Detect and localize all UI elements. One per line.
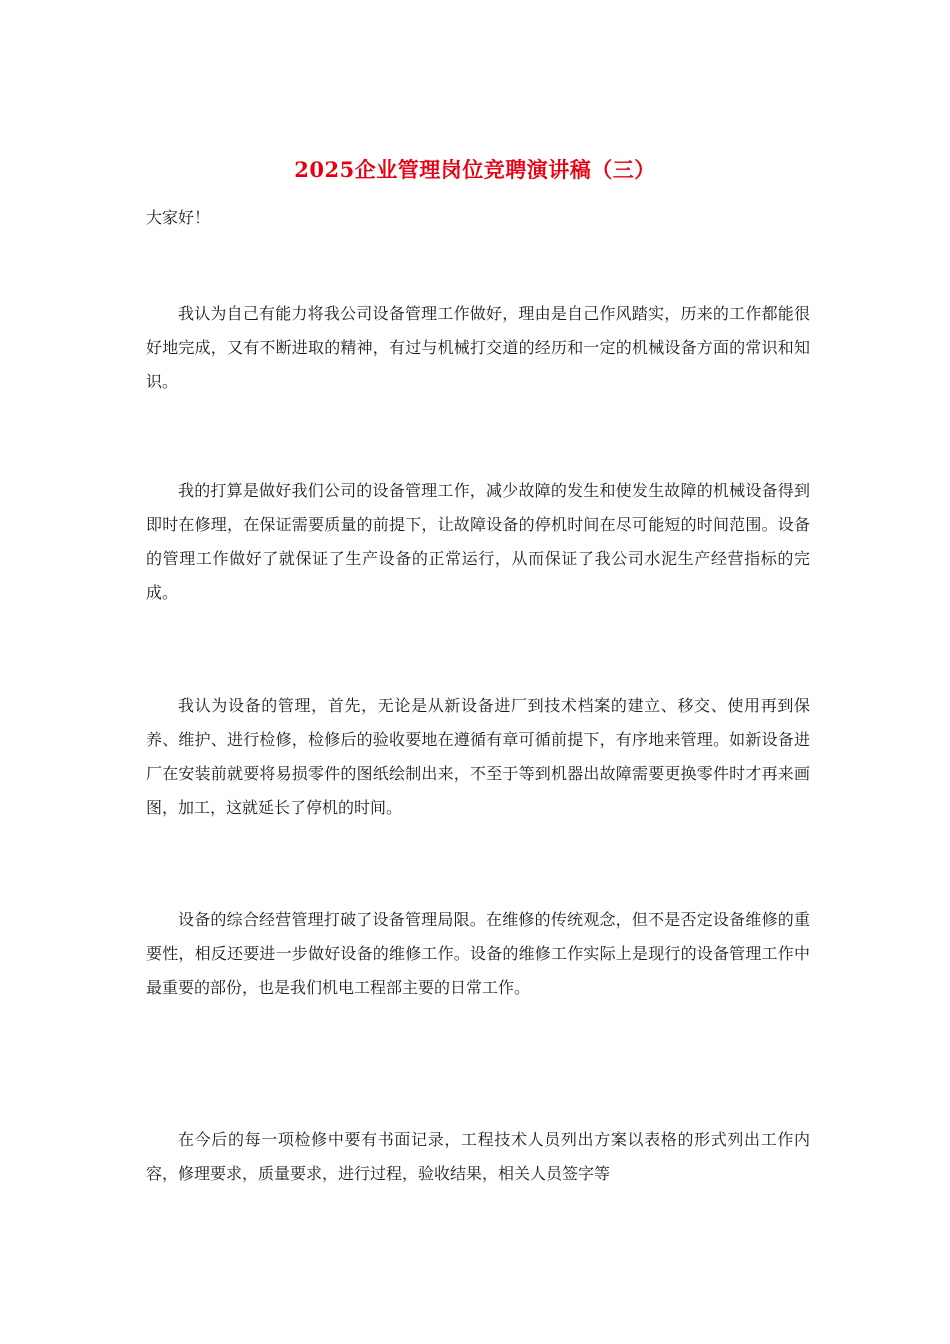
body-paragraph: 在今后的每一项检修中要有书面记录，工程技术人员列出方案以表格的形式列出工作内容，修理要求，质量要求，进行过程，验收结果，相关人员签字等 bbox=[146, 1130, 810, 1183]
body-paragraph: 我的打算是做好我们公司的设备管理工作，减少故障的发生和使发生故障的机械设备得到即时在修理，在保证需要质量的前提下，让故障设备的停机时间在尽可能短的时间范围。设备的管理工作做好了就保证了生产设备的正常运行，从而保证了我公司水泥生产经营指标的完成。 bbox=[146, 481, 810, 602]
body-paragraph: 设备的综合经营管理打破了设备管理局限。在维修的传统观念，但不是否定设备维修的重要性，相反还要进一步做好设备的维修工作。设备的维修工作实际上是现行的设备管理工作中最重要的部份，也是我们机电工程部主要的日常工作。 bbox=[146, 910, 810, 997]
body-paragraph: 我认为设备的管理，首先，无论是从新设备进厂到技术档案的建立、移交、使用再到保养、维护、进行检修，检修后的验收要地在遵循有章可循前提下，有序地来管理。如新设备进厂在安装前就要将易损零件的图纸绘制出来，不至于等到机器出故障需要更换零件时才再来画图，加工，这就延长了停机的时间。 bbox=[146, 696, 810, 817]
body-paragraph: 我认为自己有能力将我公司设备管理工作做好，理由是自己作风踏实，历来的工作都能很好地完成，又有不断进取的精神，有过与机械打交道的经历和一定的机械设备方面的常识和知识。 bbox=[146, 304, 810, 391]
document-title: 2025企业管理岗位竞聘演讲稿（三） bbox=[294, 157, 656, 182]
greeting-text: 大家好！ bbox=[146, 208, 211, 227]
